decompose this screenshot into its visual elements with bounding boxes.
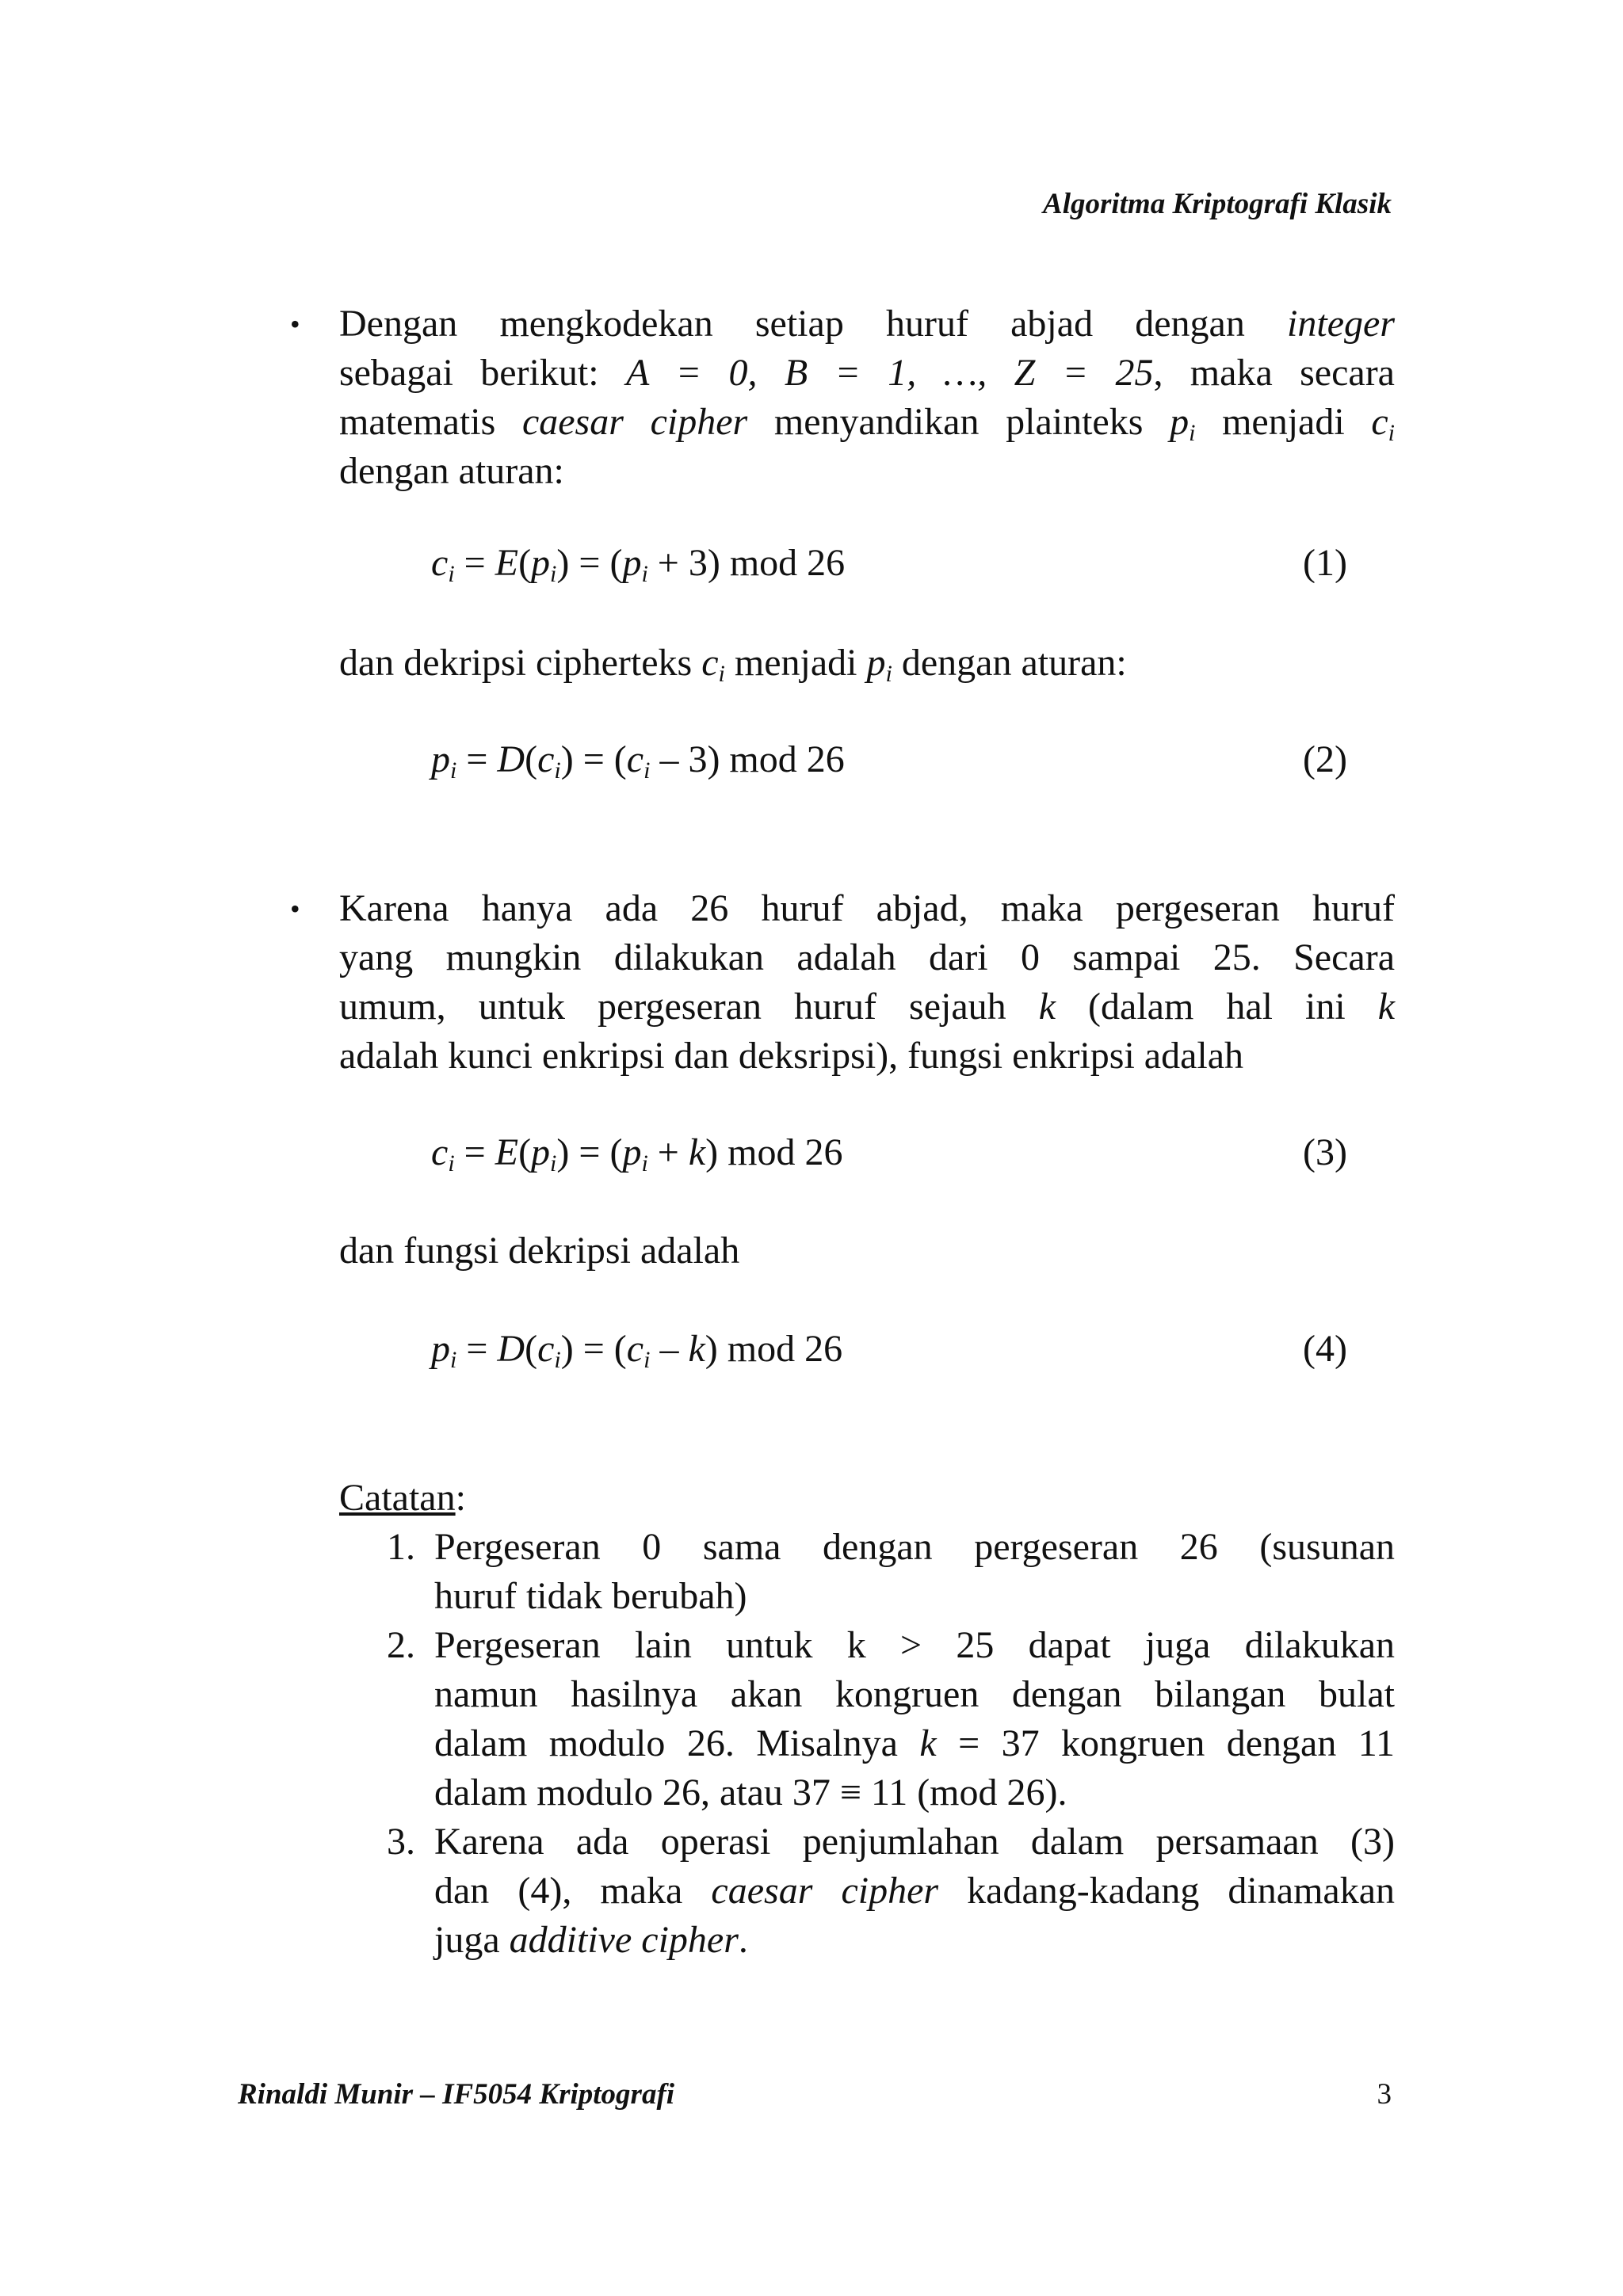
footer-author-course: Rinaldi Munir – IF5054 Kriptografi (238, 2078, 675, 2111)
equation-2: $p_i = D(c_i) = (c_i - 3)$ mod 26 (431, 738, 845, 784)
decrypt-function-text: dan fungsi dekripsi adalah (339, 1230, 740, 1272)
note-item-1: 1. Pergeseran 0 sama dengan pergeseran 26 (susunan huruf tidak berubah) (387, 1526, 1395, 1617)
bullet-point-2: • (290, 893, 300, 925)
line: adalah kunci enkripsi dan deksripsi), fungsi enkripsi adalah (339, 1035, 1244, 1077)
equation-number-4: (4) (1303, 1328, 1347, 1370)
notes-list (387, 1523, 1395, 1965)
bullet-point-1: • (290, 308, 300, 340)
equation-1: $c_i = E(p_i) = (p_i + 3)$ mod 26 (431, 542, 846, 587)
note-item-2: 2. Pergeseran lain untuk k > 25 dapat juga dilakukan namun hasilnya akan kongruen dengan bilangan bulat dalam modulo 26. Misalnya k = 37 kongruen dengan 11 dalam modulo 26, atau 37 ≡ 11 (mod 26). (387, 1624, 1396, 1814)
line: Karena hanya ada 26 huruf abjad, maka pergeseran huruf (339, 887, 1395, 929)
line: Dengan mengkodekan setiap huruf abjad dengan integer (339, 303, 1395, 345)
equation-number-1: (1) (1303, 542, 1347, 584)
line: matematis caesar cipher menyandikan plainteks $p_i$ menjadi $c_i$ (339, 401, 1395, 446)
paragraph-caesar-encoding (339, 299, 1395, 496)
line: sebagai berikut: A = 0, B = 1, …, Z = 25, maka secara (339, 352, 1395, 394)
equation-4: $p_i = D(c_i) = (c_i - k)$ mod 26 (431, 1328, 843, 1373)
decrypt-text: dan dekripsi cipherteks $c_i$ menjadi $p_i$ dengan aturan: (339, 642, 1127, 687)
equation-number-3: (3) (1303, 1131, 1347, 1173)
page-number: 3 (1377, 2078, 1392, 2111)
line: dengan aturan: (339, 450, 564, 492)
equation-number-2: (2) (1303, 738, 1347, 780)
running-title: Algoritma Kriptografi Klasik (1043, 188, 1392, 220)
note-item-3: 3. Karena ada operasi penjumlahan dalam persamaan (3) dan (4), maka caesar cipher kadang-kadang dinamakan juga additive cipher. (387, 1821, 1396, 1961)
paragraph-shift-key (339, 884, 1395, 1081)
equation-3: $c_i = E(p_i) = (p_i + k)$ mod 26 (431, 1131, 843, 1177)
line: umum, untuk pergeseran huruf sejauh k (dalam hal ini k (339, 986, 1396, 1028)
notes-heading: Catatan: (339, 1477, 466, 1519)
line: yang mungkin dilakukan adalah dari 0 sampai 25. Secara (339, 936, 1395, 978)
